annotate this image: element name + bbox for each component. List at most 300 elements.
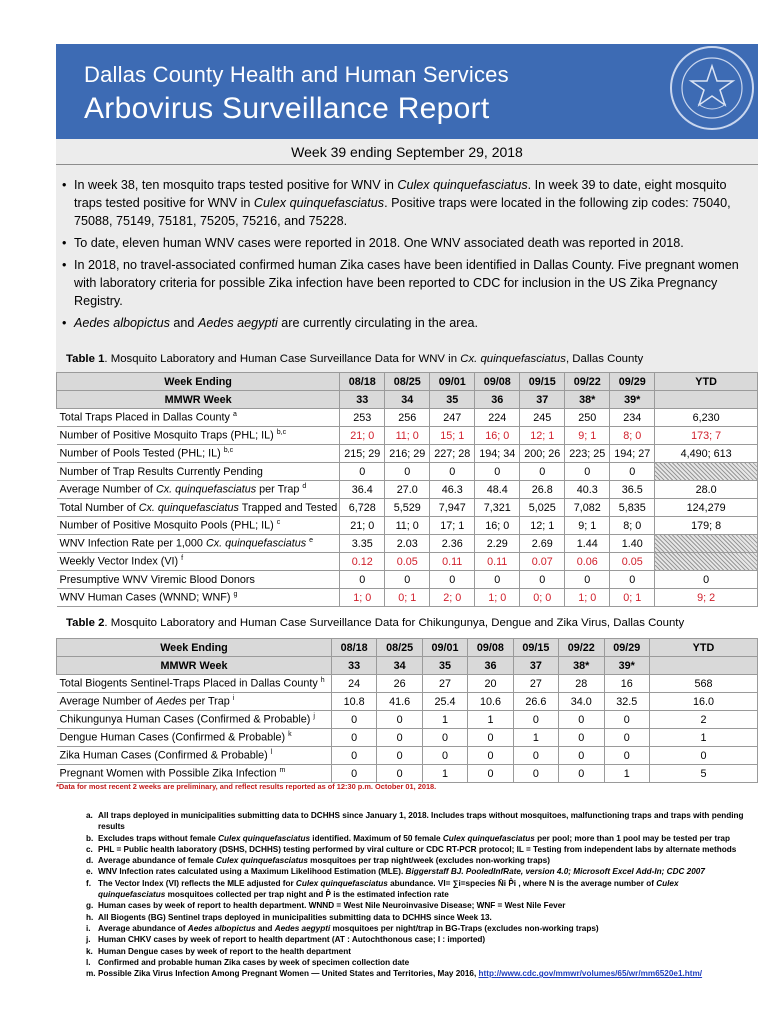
data-cell: 2.03 xyxy=(385,535,430,553)
ytd-cell: 16.0 xyxy=(649,693,757,711)
footnote-item xyxy=(86,923,746,934)
footnote-text: Human CHKV cases by week of report to health department (AT : Autochthonous case; I : imported) xyxy=(98,935,486,945)
table-row xyxy=(57,589,758,607)
bullet-item xyxy=(62,234,752,252)
bullet-item xyxy=(62,314,752,332)
data-cell: 0 xyxy=(468,747,513,765)
table-row xyxy=(57,675,758,693)
row-label-text: Trapped and Tested xyxy=(238,501,338,514)
ytd-cell: 4,490; 613 xyxy=(655,445,758,463)
summary-bullets xyxy=(62,176,752,336)
data-cell: 9; 1 xyxy=(565,517,610,535)
footnote-text: Excludes traps without female Culex quinquefasciatus identified. Maximum of 50 female Culex quinquefasciatus per pool; more than 1 pool may be tested per trap xyxy=(98,833,730,843)
caption-label: Table 2 xyxy=(66,617,105,629)
row-label-text: Dengue Human Cases (Confirmed & Probable) xyxy=(59,731,286,744)
data-cell: 17; 1 xyxy=(430,517,475,535)
row-label xyxy=(57,571,340,589)
data-cell: 1; 0 xyxy=(340,589,385,607)
bullet-italic: Aedes albopictus xyxy=(74,316,170,330)
table-row xyxy=(57,711,758,729)
ytd-cell xyxy=(655,463,758,481)
mmwr-week-cell: 37 xyxy=(520,391,565,409)
row-label xyxy=(57,765,332,783)
report-title: Arbovirus Surveillance Report xyxy=(84,92,490,125)
row-label xyxy=(57,481,340,499)
mmwr-week-cell: 33 xyxy=(340,391,385,409)
row-label xyxy=(57,463,340,481)
data-cell: 0; 0 xyxy=(520,589,565,607)
table-row xyxy=(57,535,758,553)
data-cell: 234 xyxy=(610,409,655,427)
row-label xyxy=(57,517,340,535)
data-cell: 0 xyxy=(468,765,513,783)
data-cell: 26.6 xyxy=(513,693,558,711)
footnote-key: h. xyxy=(86,912,94,922)
data-cell: 40.3 xyxy=(565,481,610,499)
data-cell: 10.6 xyxy=(468,693,513,711)
footnote-ref: d xyxy=(302,483,307,491)
data-cell: 223; 25 xyxy=(565,445,610,463)
data-cell: 5,529 xyxy=(385,499,430,517)
data-cell: 0.05 xyxy=(610,553,655,571)
table-header-row xyxy=(57,373,758,391)
footnote-text: Confirmed and probable human Zika cases by week of specimen collection date xyxy=(98,957,410,967)
data-cell: 27 xyxy=(422,675,467,693)
data-cell: 253 xyxy=(340,409,385,427)
bullet-text: and xyxy=(169,316,198,330)
ytd-cell: 0 xyxy=(649,747,757,765)
data-cell: 21; 0 xyxy=(340,427,385,445)
table-row xyxy=(57,747,758,765)
footnote-text: The Vector Index (VI) reflects the MLE adjusted for Culex quinquefasciatus abundance. VI= ∑i=species N̄i P̂i , where N is the average number of Culex quinquefasciatus mosquitoes collected per trap night and P̂ is the estimated infection rate xyxy=(98,878,679,900)
data-cell: 0 xyxy=(513,711,558,729)
row-label-text: WNV Infection Rate per 1,000 xyxy=(59,537,206,550)
table-header-row xyxy=(57,391,758,409)
data-cell: 36.4 xyxy=(340,481,385,499)
footnote-ref: e xyxy=(309,537,314,545)
bullet-icon: • xyxy=(62,316,67,330)
data-cell: 0 xyxy=(475,571,520,589)
footnote-text: Human Dengue cases by week of report to the health department xyxy=(98,946,351,956)
data-cell: 11; 0 xyxy=(385,427,430,445)
row-label xyxy=(57,427,340,445)
data-cell: 0 xyxy=(610,463,655,481)
footnote-key: j. xyxy=(86,935,91,945)
data-cell: 0 xyxy=(430,571,475,589)
bullet-italic: Culex quinquefasciatus xyxy=(397,178,528,192)
data-cell: 15; 1 xyxy=(430,427,475,445)
footnote-item xyxy=(86,833,746,844)
footnote-ref: l xyxy=(270,749,273,757)
data-cell: 2.29 xyxy=(475,535,520,553)
footnote-key: f. xyxy=(86,878,92,888)
row-label-text: Number of Trap Results Currently Pending xyxy=(59,465,263,478)
data-cell: 21; 0 xyxy=(340,517,385,535)
footnote-item xyxy=(86,866,746,877)
row-label-text: Pregnant Women with Possible Zika Infection xyxy=(59,767,277,780)
mmwr-week-label: MMWR Week xyxy=(57,391,340,409)
data-cell: 0 xyxy=(559,711,604,729)
ytd-cell: 124,279 xyxy=(655,499,758,517)
bullet-icon: • xyxy=(62,178,67,192)
data-cell: 0 xyxy=(377,711,422,729)
data-cell: 5,835 xyxy=(610,499,655,517)
row-label-text: Number of Positive Mosquito Traps (PHL; IL) xyxy=(59,429,274,442)
week-ending-label: Week Ending xyxy=(57,639,332,657)
footnote-item xyxy=(86,957,746,968)
ytd-cell: 5 xyxy=(649,765,757,783)
data-cell: 7,321 xyxy=(475,499,520,517)
footnote-text: Average abundance of female Culex quinquefasciatus mosquitoes per trap night/week (excludes non-working traps) xyxy=(98,856,550,866)
week-ending-cell: 09/29 xyxy=(604,639,649,657)
week-ending-cell: 08/18 xyxy=(340,373,385,391)
data-cell: 224 xyxy=(475,409,520,427)
footnote-italic: Culex quinquefasciatus xyxy=(442,833,535,843)
data-cell: 215; 29 xyxy=(340,445,385,463)
mmwr-week-cell: 39* xyxy=(610,391,655,409)
table1-caption xyxy=(66,353,643,365)
footnote-item xyxy=(86,934,746,945)
ytd-blank-cell xyxy=(649,657,757,675)
footnote-italic: Culex quinquefasciatus xyxy=(98,878,679,900)
data-cell: 1 xyxy=(422,711,467,729)
org-name: Dallas County Health and Human Services xyxy=(84,62,509,87)
data-cell: 16; 0 xyxy=(475,517,520,535)
data-cell: 0 xyxy=(565,463,610,481)
row-label-text: Average Number of xyxy=(59,695,156,708)
data-cell: 216; 29 xyxy=(385,445,430,463)
footnotes xyxy=(86,810,746,979)
table-header-row xyxy=(57,657,758,675)
footnote-key: m. xyxy=(86,969,96,979)
ytd-cell: 2 xyxy=(649,711,757,729)
table-row xyxy=(57,463,758,481)
table-row xyxy=(57,553,758,571)
data-cell: 0 xyxy=(422,747,467,765)
mmwr-week-cell: 35 xyxy=(430,391,475,409)
data-cell: 9; 1 xyxy=(565,427,610,445)
data-cell: 27 xyxy=(513,675,558,693)
data-cell: 0 xyxy=(513,765,558,783)
data-cell: 8; 0 xyxy=(610,517,655,535)
footnote-ref: m xyxy=(279,767,286,775)
data-cell: 5,025 xyxy=(520,499,565,517)
table-header-row xyxy=(57,639,758,657)
footnote-ref: i xyxy=(232,695,235,703)
week-ending-cell: 08/18 xyxy=(331,639,376,657)
data-cell: 0 xyxy=(513,747,558,765)
row-label xyxy=(57,747,332,765)
week-ending-cell: 09/08 xyxy=(475,373,520,391)
footnote-italic: Culex quinquefasciatus xyxy=(216,856,308,866)
footnote-italic: Biggerstaff BJ. PooledInfRate, version 4.0; Microsoft Excel Add-In; CDC 2007 xyxy=(405,867,705,877)
mmwr-week-cell: 37 xyxy=(513,657,558,675)
data-cell: 1; 0 xyxy=(475,589,520,607)
data-cell: 41.6 xyxy=(377,693,422,711)
footnote-item xyxy=(86,878,746,901)
footnote-ref: f xyxy=(181,555,184,563)
table-row xyxy=(57,765,758,783)
caption-text: . Mosquito Laboratory and Human Case Surveillance Data for Chikungunya, Dengue and Zika Virus, Dallas County xyxy=(104,617,685,629)
table-row xyxy=(57,517,758,535)
table-row xyxy=(57,571,758,589)
data-cell: 0 xyxy=(559,747,604,765)
data-cell: 0.07 xyxy=(520,553,565,571)
data-cell: 0 xyxy=(331,729,376,747)
data-cell: 0 xyxy=(385,571,430,589)
mmwr-week-cell: 39* xyxy=(604,657,649,675)
mmwr-week-cell: 33 xyxy=(331,657,376,675)
row-label-italic: Cx. quinquefasciatus xyxy=(205,537,307,550)
data-cell: 10.8 xyxy=(331,693,376,711)
mmwr-week-cell: 38* xyxy=(565,391,610,409)
footnote-ref: k xyxy=(288,731,292,739)
week-title: Week 39 ending September 29, 2018 xyxy=(291,144,523,160)
week-ending-cell: 09/01 xyxy=(422,639,467,657)
mmwr-week-cell: 36 xyxy=(475,391,520,409)
data-cell: 6,728 xyxy=(340,499,385,517)
row-label xyxy=(57,693,332,711)
row-label-text: per Trap xyxy=(186,695,230,708)
data-cell: 250 xyxy=(565,409,610,427)
data-cell: 16 xyxy=(604,675,649,693)
ytd-cell: 0 xyxy=(655,571,758,589)
week-ending-cell: 08/25 xyxy=(385,373,430,391)
data-cell: 0 xyxy=(610,571,655,589)
week-ending-cell: 09/22 xyxy=(559,639,604,657)
data-cell: 36.5 xyxy=(610,481,655,499)
data-cell: 0 xyxy=(565,571,610,589)
ytd-cell: 9; 2 xyxy=(655,589,758,607)
row-label xyxy=(57,589,340,607)
bullet-text: To date, eleven human WNV cases were reported in 2018. One WNV associated death was reported in 2018. xyxy=(74,236,684,250)
ytd-cell: 173; 7 xyxy=(655,427,758,445)
footnote-italic: Aedes albopictus xyxy=(187,923,256,933)
caption-text: . Mosquito Laboratory and Human Case Surveillance Data for WNV in xyxy=(104,353,461,365)
mmwr-week-cell: 34 xyxy=(377,657,422,675)
footnote-key: i. xyxy=(86,923,91,933)
row-label-text: WNV Human Cases (WNND; WNF) xyxy=(59,591,231,604)
footnote-key: d. xyxy=(86,856,94,866)
ytd-header: YTD xyxy=(649,639,757,657)
footnote-ref: a xyxy=(232,411,237,419)
week-ending-cell: 08/25 xyxy=(377,639,422,657)
row-label xyxy=(57,711,332,729)
row-label xyxy=(57,675,332,693)
footnote-text: All traps deployed in municipalities submitting data to DCHHS since January 1, 2018. Includes traps without mosquitoes, malfunctioning traps and traps with pending results xyxy=(98,811,744,832)
table-row xyxy=(57,409,758,427)
footnote-text: Possible Zika Virus Infection Among Pregnant Women — United States and Territories, May 2016, http://www.cdc.gov/mmwr/volumes/65/wr/mm6520e1.htm/ xyxy=(98,969,703,979)
data-cell: 24 xyxy=(331,675,376,693)
footnote-item xyxy=(86,810,746,833)
footnote-ref: j xyxy=(313,713,315,721)
data-cell: 0 xyxy=(559,765,604,783)
footnote-item xyxy=(86,968,746,979)
row-label-text: Total Biogents Sentinel-Traps Placed in Dallas County xyxy=(59,677,318,690)
ytd-cell: 1 xyxy=(649,729,757,747)
data-cell: 256 xyxy=(385,409,430,427)
row-label xyxy=(57,729,332,747)
data-cell: 0 xyxy=(430,463,475,481)
row-label xyxy=(57,409,340,427)
data-cell: 27.0 xyxy=(385,481,430,499)
cdc-link[interactable]: http://www.cdc.gov/mmwr/volumes/65/wr/mm6520e1.htm/ xyxy=(478,969,703,979)
mmwr-week-cell: 34 xyxy=(385,391,430,409)
mmwr-week-cell: 36 xyxy=(468,657,513,675)
footnote-key: e. xyxy=(86,867,93,877)
mmwr-week-cell: 35 xyxy=(422,657,467,675)
data-cell: 0.11 xyxy=(430,553,475,571)
bullet-text: . In week 39 to date, eight mosquito traps tested positive for WNV in xyxy=(74,178,727,210)
data-cell: 2; 0 xyxy=(430,589,475,607)
caption-label: Table 1 xyxy=(66,353,105,365)
week-ending-label: Week Ending xyxy=(57,373,340,391)
data-cell: 0 xyxy=(377,747,422,765)
footnote-key: c. xyxy=(86,844,93,854)
data-cell: 0 xyxy=(475,463,520,481)
row-label-text: Average Number of xyxy=(59,483,156,496)
data-cell: 1 xyxy=(513,729,558,747)
data-cell: 12; 1 xyxy=(520,427,565,445)
data-cell: 194; 34 xyxy=(475,445,520,463)
week-ending-cell: 09/22 xyxy=(565,373,610,391)
preliminary-note: *Data for most recent 2 weeks are preliminary, and reflect results reported as of 12:30 p.m. October 01, 2018. xyxy=(56,782,437,791)
row-label-text: per Trap xyxy=(256,483,300,496)
footnote-ref: c xyxy=(276,519,281,527)
data-cell: 227; 28 xyxy=(430,445,475,463)
table-row xyxy=(57,481,758,499)
data-cell: 0 xyxy=(340,571,385,589)
data-cell: 0 xyxy=(520,463,565,481)
row-label xyxy=(57,445,340,463)
row-label-italic: Aedes xyxy=(155,695,187,708)
data-cell: 16; 0 xyxy=(475,427,520,445)
data-cell: 0 xyxy=(385,463,430,481)
week-ending-cell: 09/15 xyxy=(520,373,565,391)
table1-wnv xyxy=(56,372,758,607)
data-cell: 0.11 xyxy=(475,553,520,571)
data-cell: 0 xyxy=(604,729,649,747)
ytd-cell xyxy=(655,535,758,553)
row-label xyxy=(57,499,340,517)
bullet-icon: • xyxy=(62,258,67,272)
ytd-cell: 179; 8 xyxy=(655,517,758,535)
footnote-ref: b,c xyxy=(223,447,234,455)
report-header xyxy=(56,44,758,139)
data-cell: 11; 0 xyxy=(385,517,430,535)
ytd-cell xyxy=(655,553,758,571)
data-cell: 1.44 xyxy=(565,535,610,553)
county-seal-icon xyxy=(668,44,756,132)
row-label-text: Weekly Vector Index (VI) xyxy=(59,555,179,568)
mmwr-week-cell: 38* xyxy=(559,657,604,675)
footnote-text: All Biogents (BG) Sentinel traps deployed in municipalities submitting data to DCHHS since Week 13. xyxy=(98,912,492,922)
data-cell: 247 xyxy=(430,409,475,427)
data-cell: 0 xyxy=(331,711,376,729)
data-cell: 12; 1 xyxy=(520,517,565,535)
footnote-item xyxy=(86,946,746,957)
ytd-cell: 568 xyxy=(649,675,757,693)
data-cell: 0.05 xyxy=(385,553,430,571)
divider xyxy=(56,164,758,165)
table-row xyxy=(57,499,758,517)
footnote-key: g. xyxy=(86,901,94,911)
row-label-italic: Cx. quinquefasciatus xyxy=(138,501,239,514)
footnote-item xyxy=(86,844,746,855)
row-label-text: Presumptive WNV Viremic Blood Donors xyxy=(59,573,255,586)
data-cell: 1 xyxy=(604,765,649,783)
footnote-italic: Culex quinquefasciatus xyxy=(218,833,311,843)
data-cell: 1 xyxy=(468,711,513,729)
table2-arbovirus xyxy=(56,638,758,783)
footnote-ref: g xyxy=(233,591,238,599)
data-cell: 0; 1 xyxy=(610,589,655,607)
data-cell: 0; 1 xyxy=(385,589,430,607)
footnote-ref: b,c xyxy=(276,429,287,437)
bullet-italic: Aedes aegypti xyxy=(197,316,278,330)
data-cell: 0 xyxy=(331,765,376,783)
data-cell: 1 xyxy=(422,765,467,783)
row-label-text: Total Traps Placed in Dallas County xyxy=(59,411,230,424)
bullet-text: In 2018, no travel-associated confirmed human Zika cases have been identified in Dallas County. Five pregnant women with laboratory criteria for possible Zika infection have been reported to CDC for inclusion in the US Zika Pregnancy Registry. xyxy=(74,258,739,308)
data-cell: 2.36 xyxy=(430,535,475,553)
bullet-item xyxy=(62,176,752,230)
data-cell: 0 xyxy=(377,729,422,747)
data-cell: 26 xyxy=(377,675,422,693)
week-ending-cell: 09/01 xyxy=(430,373,475,391)
data-cell: 0 xyxy=(331,747,376,765)
ytd-cell: 28.0 xyxy=(655,481,758,499)
data-cell: 1.40 xyxy=(610,535,655,553)
data-cell: 7,947 xyxy=(430,499,475,517)
data-cell: 20 xyxy=(468,675,513,693)
data-cell: 194; 27 xyxy=(610,445,655,463)
row-label-text: Number of Pools Tested (PHL; IL) xyxy=(59,447,221,460)
bullet-icon: • xyxy=(62,236,67,250)
footnote-key: b. xyxy=(86,833,94,843)
mmwr-week-label: MMWR Week xyxy=(57,657,332,675)
row-label xyxy=(57,535,340,553)
week-ending-cell: 09/15 xyxy=(513,639,558,657)
table-row xyxy=(57,729,758,747)
bullet-italic: Culex quinquefasciatus xyxy=(253,196,385,210)
row-label xyxy=(57,553,340,571)
bullet-item xyxy=(62,256,752,310)
data-cell: 28 xyxy=(559,675,604,693)
data-cell: 25.4 xyxy=(422,693,467,711)
table-row xyxy=(57,693,758,711)
data-cell: 0 xyxy=(468,729,513,747)
report-page xyxy=(56,44,758,1024)
data-cell: 7,082 xyxy=(565,499,610,517)
data-cell: 8; 0 xyxy=(610,427,655,445)
row-label-text: Total Number of xyxy=(59,501,139,514)
footnote-ref: h xyxy=(320,677,325,685)
footnote-key: k. xyxy=(86,946,93,956)
footnote-item xyxy=(86,900,746,911)
caption-text: , Dallas County xyxy=(565,353,644,365)
footnote-italic: Culex quinquefasciatus xyxy=(295,878,388,888)
footnote-text: PHL = Public health laboratory (DSHS, DCHHS) testing performed by viral culture or CDC RT-PCR protocol; IL = Testing from independent labs by alternate methods xyxy=(98,844,737,854)
footnote-text: Average abundance of Aedes albopictus and Aedes aegypti mosquitoes per night/trap in BG-Traps (excludes non-working traps) xyxy=(98,923,599,933)
data-cell: 26.8 xyxy=(520,481,565,499)
bullet-text: In week 38, ten mosquito traps tested positive for WNV in xyxy=(74,178,398,192)
row-label-text: Number of Positive Mosquito Pools (PHL; IL) xyxy=(59,519,274,532)
footnote-item xyxy=(86,912,746,923)
data-cell: 32.5 xyxy=(604,693,649,711)
data-cell: 48.4 xyxy=(475,481,520,499)
data-cell: 0 xyxy=(377,765,422,783)
